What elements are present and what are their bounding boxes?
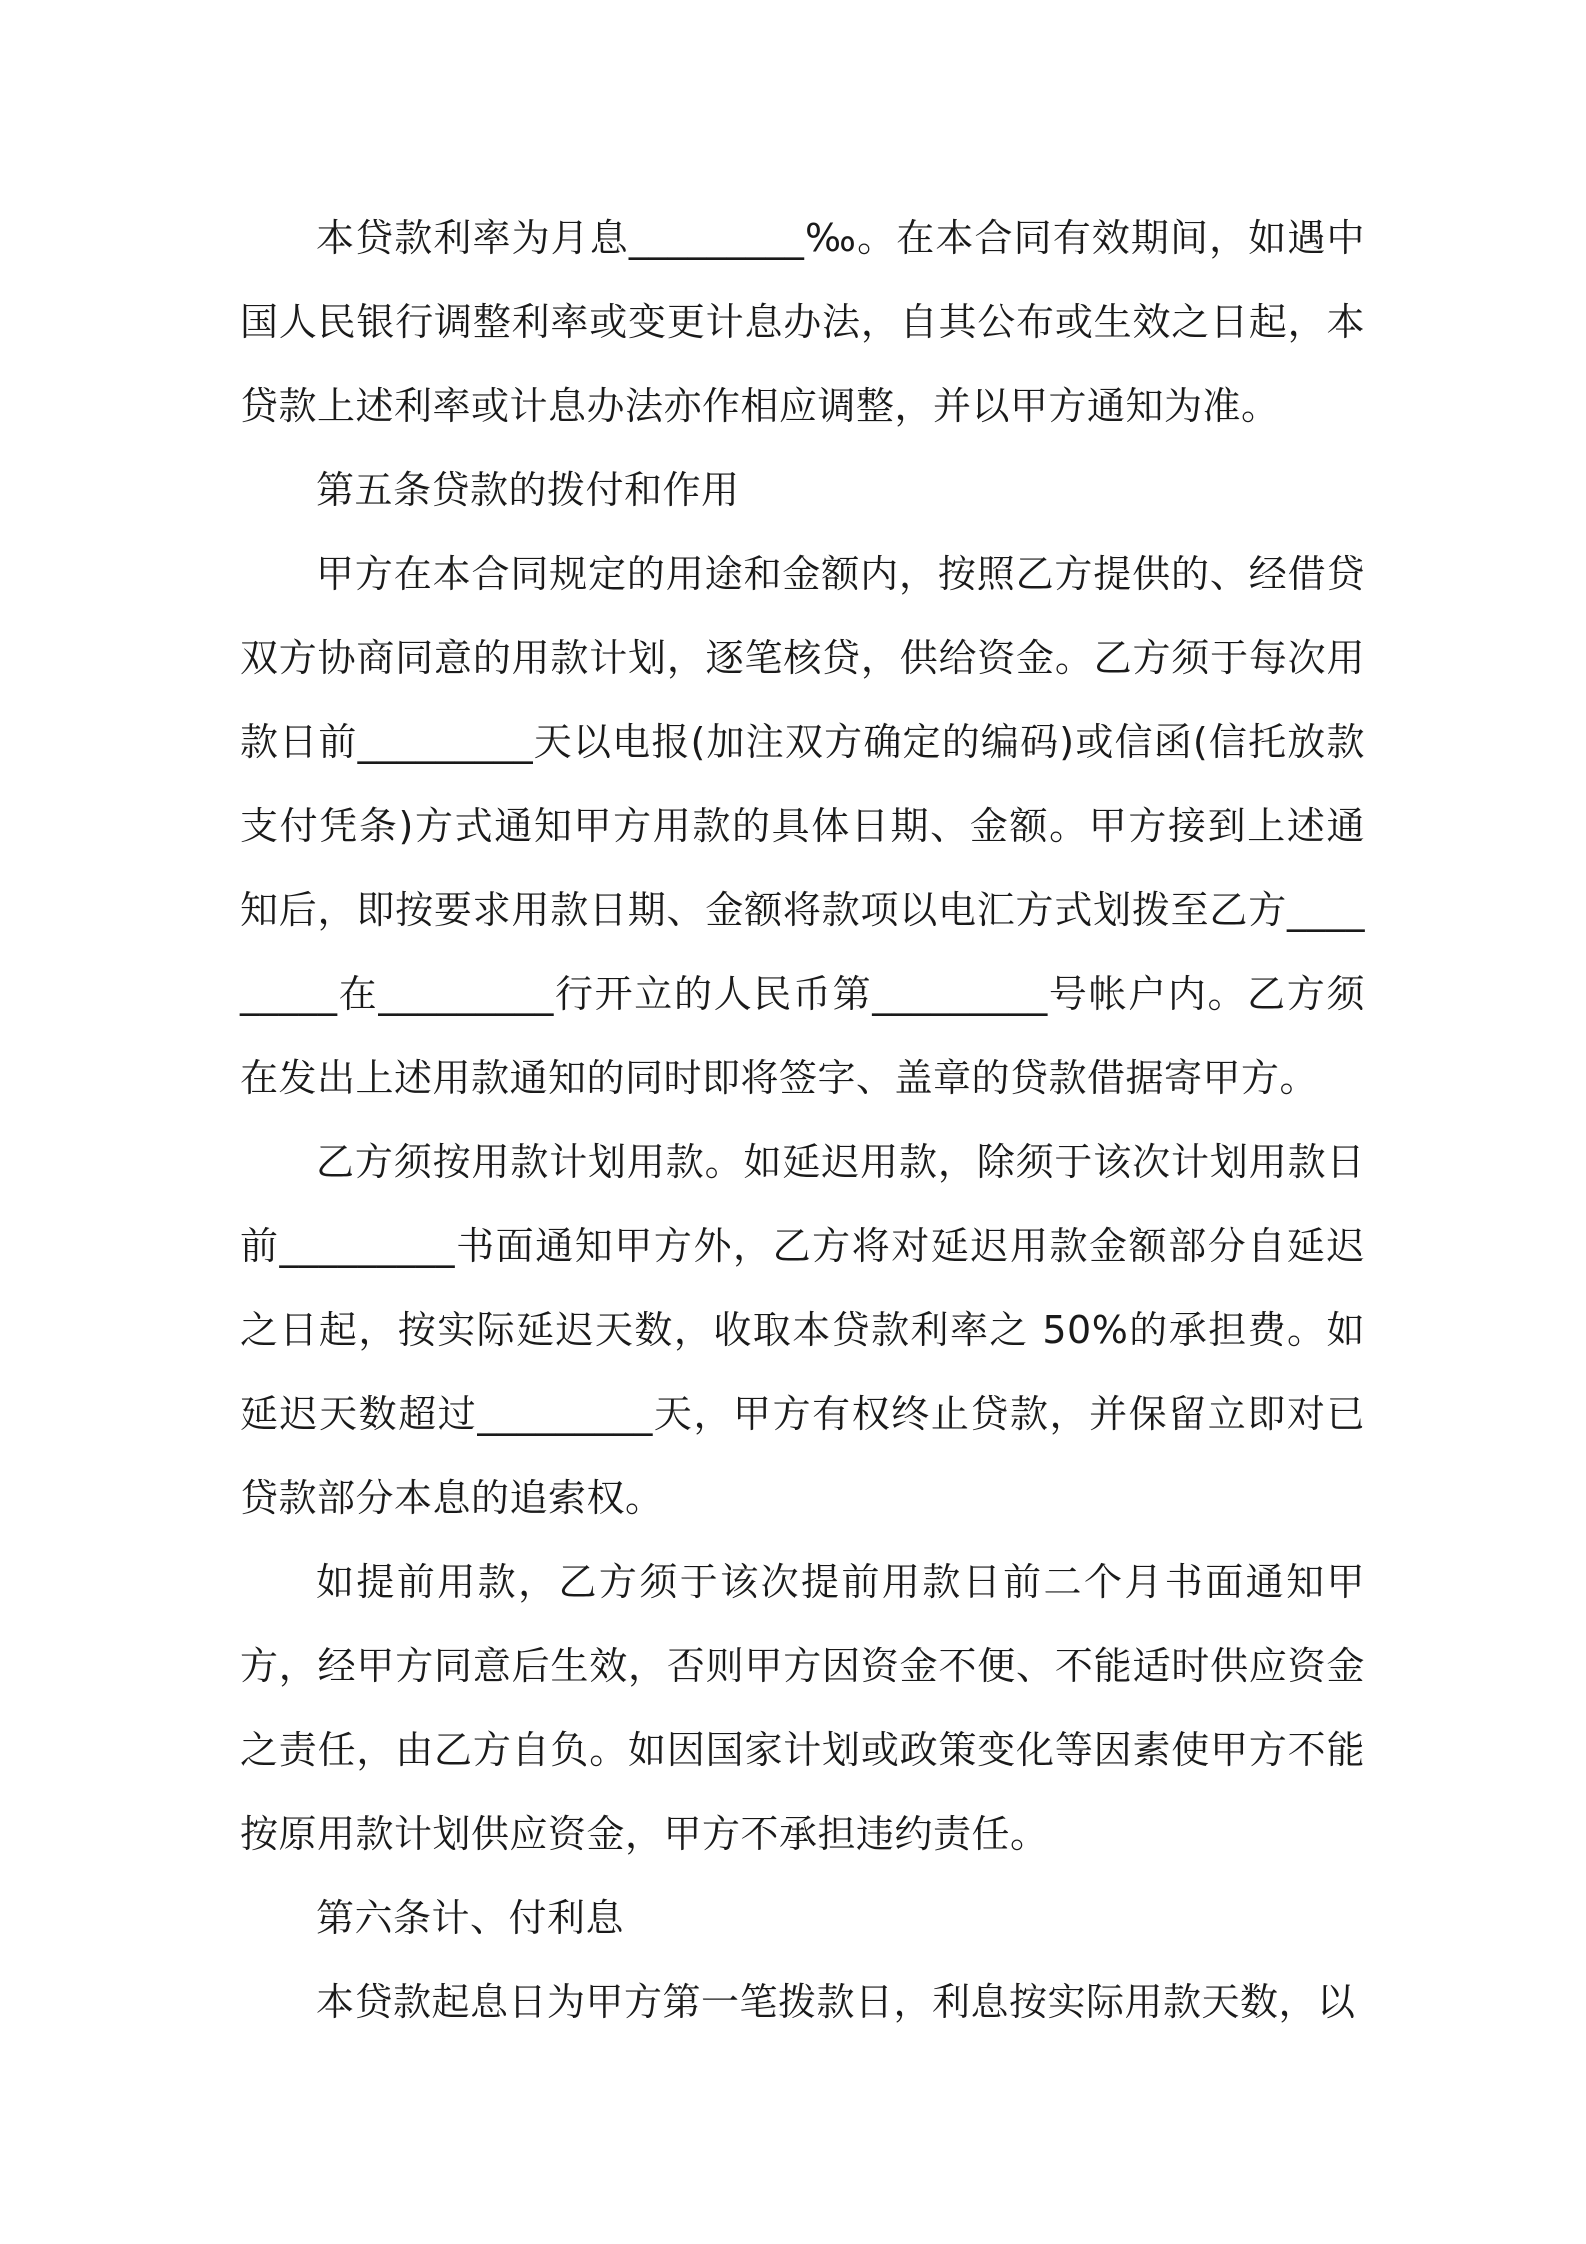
heading-article-5: 第五条贷款的拨付和作用	[316, 468, 740, 512]
document-body	[240, 196, 1365, 2044]
paragraph-interest-rate: 本贷款利率为月息_________‰。在本合同有效期间，如遇中国人民银行调整利率或变更计息办法，自其公布或生效之日起，本贷款上述利率或计息办法亦作相应调整，并以甲方通知为准。	[240, 216, 1365, 428]
paragraph-interest-calc: 本贷款起息日为甲方第一笔拨款日，利息按实际用款天数，以	[316, 1980, 1356, 2024]
paragraph-disbursement: 甲方在本合同规定的用途和金额内，按照乙方提供的、经借贷双方协商同意的用款计划，逐笔核贷，供给资金。乙方须于每次用款日前_________天以电报(加注双方确定的编码)或信函(信托放款支付凭条)方式通知甲方用款的具体日期、金额。甲方接到上述通知后，即按要求用款日期、金额将款项以电汇方式划拨至乙方_________在_________行开立的人民币第_________号帐户内。乙方须在发出上述用款通知的同时即将签字、盖章的贷款借据寄甲方。	[240, 552, 1365, 1100]
paragraph-early-use: 如提前用款，乙方须于该次提前用款日前二个月书面通知甲方，经甲方同意后生效，否则甲方因资金不便、不能适时供应资金之责任，由乙方自负。如因国家计划或政策变化等因素使甲方不能按原用款计划供应资金，甲方不承担违约责任。	[240, 1560, 1365, 1856]
paragraph-delayed-use: 乙方须按用款计划用款。如延迟用款，除须于该次计划用款日前_________书面通知甲方外，乙方将对延迟用款金额部分自延迟之日起，按实际延迟天数，收取本贷款利率之 50%的承担费。如延迟天数超过_________天，甲方有权终止贷款，并保留立即对已贷款部分本息的追索权。	[240, 1140, 1365, 1520]
heading-article-6: 第六条计、付利息	[316, 1896, 625, 1940]
